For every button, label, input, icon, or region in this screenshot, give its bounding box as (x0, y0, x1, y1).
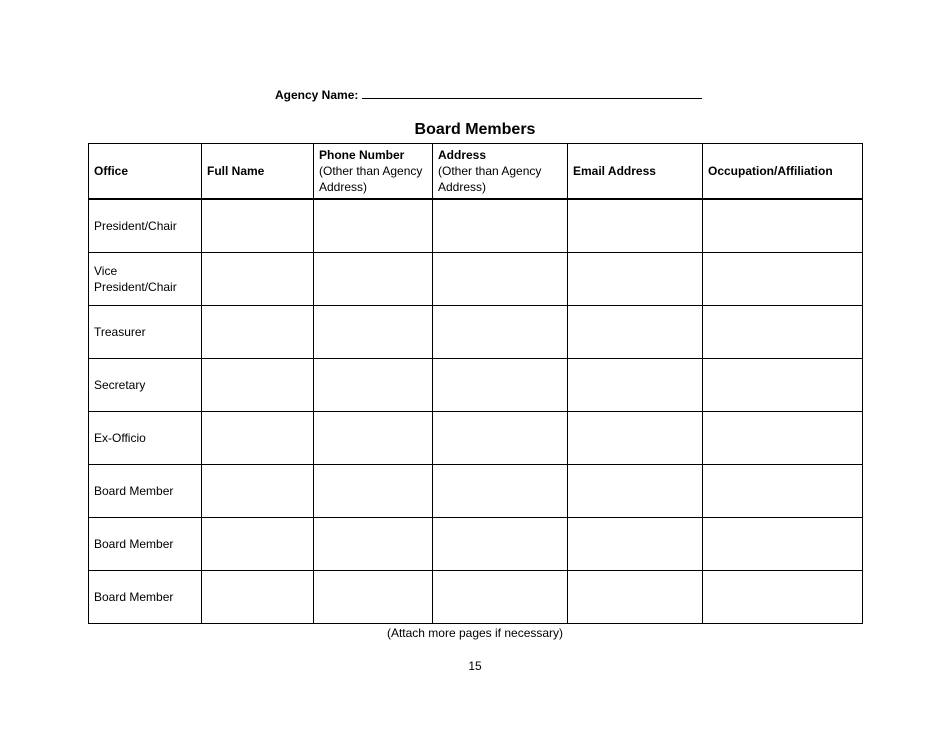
full-name-cell[interactable] (202, 571, 314, 624)
phone-number-cell[interactable] (314, 518, 433, 571)
header-office (89, 144, 202, 200)
occupation-cell[interactable] (703, 359, 863, 412)
full-name-cell[interactable] (202, 253, 314, 306)
header-office-label: Office (94, 164, 129, 178)
header-address-label: Address (438, 148, 487, 162)
address-cell[interactable] (433, 253, 568, 306)
header-full-name (202, 144, 314, 200)
header-phone-number (314, 144, 433, 200)
address-cell[interactable] (433, 199, 568, 253)
address-cell[interactable] (433, 518, 568, 571)
office-cell: Treasurer (89, 306, 202, 359)
full-name-cell[interactable] (202, 412, 314, 465)
address-cell[interactable] (433, 359, 568, 412)
phone-number-cell[interactable] (314, 571, 433, 624)
email-address-cell[interactable] (568, 199, 703, 253)
header-occupation-affiliation (703, 144, 863, 200)
address-cell[interactable] (433, 412, 568, 465)
table-header-row (89, 144, 863, 200)
office-cell: President/Chair (89, 199, 202, 253)
page-number: 15 (468, 659, 482, 673)
address-cell[interactable] (433, 306, 568, 359)
occupation-cell[interactable] (703, 571, 863, 624)
table-row (89, 306, 863, 359)
attach-pages-note: (Attach more pages if necessary) (386, 626, 564, 640)
phone-number-cell[interactable] (314, 306, 433, 359)
email-address-cell[interactable] (568, 518, 703, 571)
page-title: Board Members (414, 121, 536, 138)
email-address-cell[interactable] (568, 571, 703, 624)
email-address-cell[interactable] (568, 412, 703, 465)
full-name-cell[interactable] (202, 199, 314, 253)
table-row (89, 571, 863, 624)
header-email-address (568, 144, 703, 200)
header-full-name-label: Full Name (207, 164, 265, 178)
table-row (89, 518, 863, 571)
header-email-address-label: Email Address (573, 164, 656, 178)
email-address-cell[interactable] (568, 253, 703, 306)
table-row (89, 412, 863, 465)
office-cell: Secretary (89, 359, 202, 412)
full-name-cell[interactable] (202, 518, 314, 571)
phone-number-cell[interactable] (314, 465, 433, 518)
email-address-cell[interactable] (568, 465, 703, 518)
full-name-cell[interactable] (202, 306, 314, 359)
address-cell[interactable] (433, 571, 568, 624)
office-cell: Vice President/Chair (89, 253, 202, 306)
address-cell[interactable] (433, 465, 568, 518)
occupation-cell[interactable] (703, 518, 863, 571)
occupation-cell[interactable] (703, 199, 863, 253)
header-address-note: (Other than Agency Address) (438, 164, 542, 194)
office-cell: Board Member (89, 571, 202, 624)
email-address-cell[interactable] (568, 359, 703, 412)
header-address (433, 144, 568, 200)
occupation-cell[interactable] (703, 412, 863, 465)
agency-name-field[interactable] (362, 86, 702, 99)
table-row (89, 199, 863, 253)
phone-number-cell[interactable] (314, 253, 433, 306)
occupation-cell[interactable] (703, 253, 863, 306)
office-cell: Board Member (89, 465, 202, 518)
header-occupation-affiliation-label: Occupation/Affiliation (708, 164, 833, 178)
occupation-cell[interactable] (703, 306, 863, 359)
table-row (89, 253, 863, 306)
table-row (89, 359, 863, 412)
office-cell: Ex-Officio (89, 412, 202, 465)
email-address-cell[interactable] (568, 306, 703, 359)
board-members-table (88, 143, 863, 624)
agency-name-label: Agency Name: (275, 88, 359, 102)
header-phone-number-label: Phone Number (319, 148, 405, 162)
full-name-cell[interactable] (202, 465, 314, 518)
agency-name-line (275, 86, 702, 102)
phone-number-cell[interactable] (314, 359, 433, 412)
phone-number-cell[interactable] (314, 199, 433, 253)
table-row (89, 465, 863, 518)
header-phone-number-note: (Other than Agency Address) (319, 164, 423, 194)
occupation-cell[interactable] (703, 465, 863, 518)
office-cell: Board Member (89, 518, 202, 571)
phone-number-cell[interactable] (314, 412, 433, 465)
full-name-cell[interactable] (202, 359, 314, 412)
